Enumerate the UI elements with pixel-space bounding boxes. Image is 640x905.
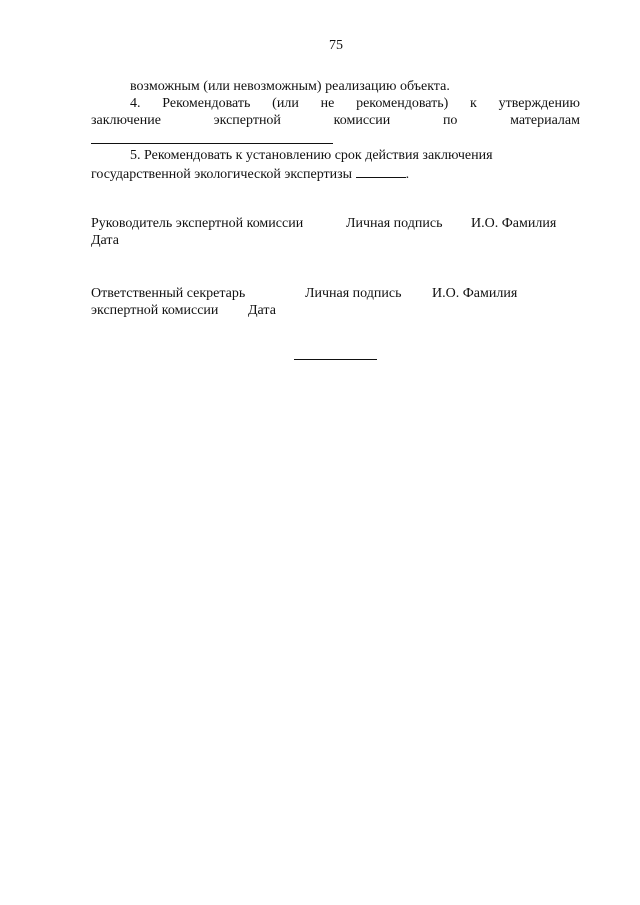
item-4-word: заключение	[91, 113, 161, 128]
head-signature-label: Личная подпись	[346, 216, 443, 231]
head-role: Руководитель экспертной комиссии	[91, 216, 304, 231]
item-4-word: материалам	[510, 113, 580, 128]
head-name-label: И.О. Фамилия	[471, 216, 557, 231]
item-4-line-2	[91, 113, 580, 129]
secretary-date-label: Дата	[248, 303, 276, 318]
item-4-word: 4.	[130, 96, 141, 111]
item-4-word: не	[320, 96, 335, 111]
item-5-text: государственной экологической экспертизы	[91, 167, 356, 182]
secretary-role-line-2: экспертной комиссии	[91, 303, 219, 318]
page-number: 75	[329, 38, 343, 53]
item-4-word: утверждению	[498, 96, 580, 111]
item-4-word: Рекомендовать	[162, 96, 251, 111]
secretary-role-line-1: Ответственный секретарь	[91, 286, 246, 301]
item-5-line-2	[91, 165, 409, 183]
item-4-word: (или	[272, 96, 299, 111]
paragraph-line-result: возможным (или невозможным) реализацию объекта.	[130, 79, 450, 94]
item-4-word: экспертной	[213, 113, 281, 128]
item-4-line-1	[130, 96, 580, 112]
item-4-word: по	[442, 113, 458, 128]
item-4-word: к	[470, 96, 477, 111]
materials-blank-line	[91, 143, 333, 144]
item-4-word: рекомендовать)	[356, 96, 449, 111]
secretary-signature-label: Личная подпись	[305, 286, 402, 301]
end-separator-line	[294, 359, 377, 360]
item-4-word: комиссии	[333, 113, 391, 128]
term-blank-line	[356, 165, 406, 178]
secretary-name-label: И.О. Фамилия	[432, 286, 518, 301]
item-5-period: .	[405, 167, 410, 182]
head-date-label: Дата	[91, 233, 119, 248]
item-5-line-1: 5. Рекомендовать к установлению срок действия заключения	[130, 148, 493, 163]
